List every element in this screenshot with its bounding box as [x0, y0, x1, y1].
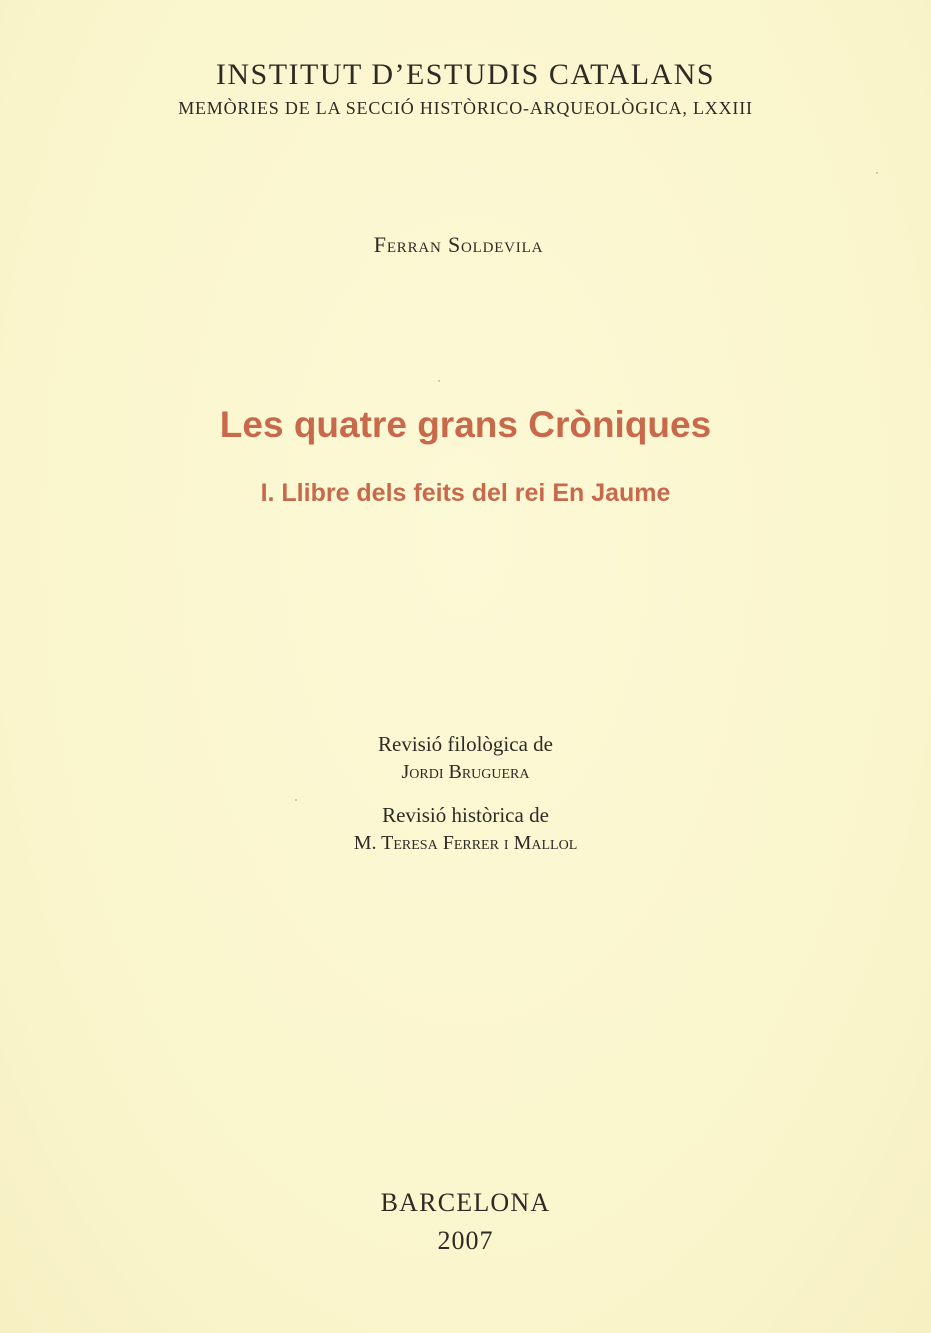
imprint-city: BARCELONA [380, 1188, 551, 1217]
imprint-year: 2007 [437, 1226, 494, 1255]
series-title: MEMÒRIES DE LA SECCIÓ HISTÒRICO-ARQUEOLÒGICA, LXXIII [178, 98, 753, 118]
paper-speck [876, 172, 878, 174]
philological-reviser-name: Jordi Bruguera [401, 761, 530, 783]
author-name: Ferran Soldevila [373, 232, 544, 257]
paper-speck [295, 799, 297, 801]
book-title: Les quatre grans Cròniques [219, 404, 712, 445]
book-subtitle: I. Llibre dels feits del rei En Jaume [260, 479, 671, 507]
institute-name: INSTITUT D’ESTUDIS CATALANS [215, 58, 716, 91]
philological-revision-label: Revisió filològica de [378, 732, 553, 756]
historical-reviser-name: M. Teresa Ferrer i Mallol [353, 832, 578, 854]
historical-revision-label: Revisió històrica de [382, 803, 549, 827]
paper-speck [438, 380, 440, 382]
